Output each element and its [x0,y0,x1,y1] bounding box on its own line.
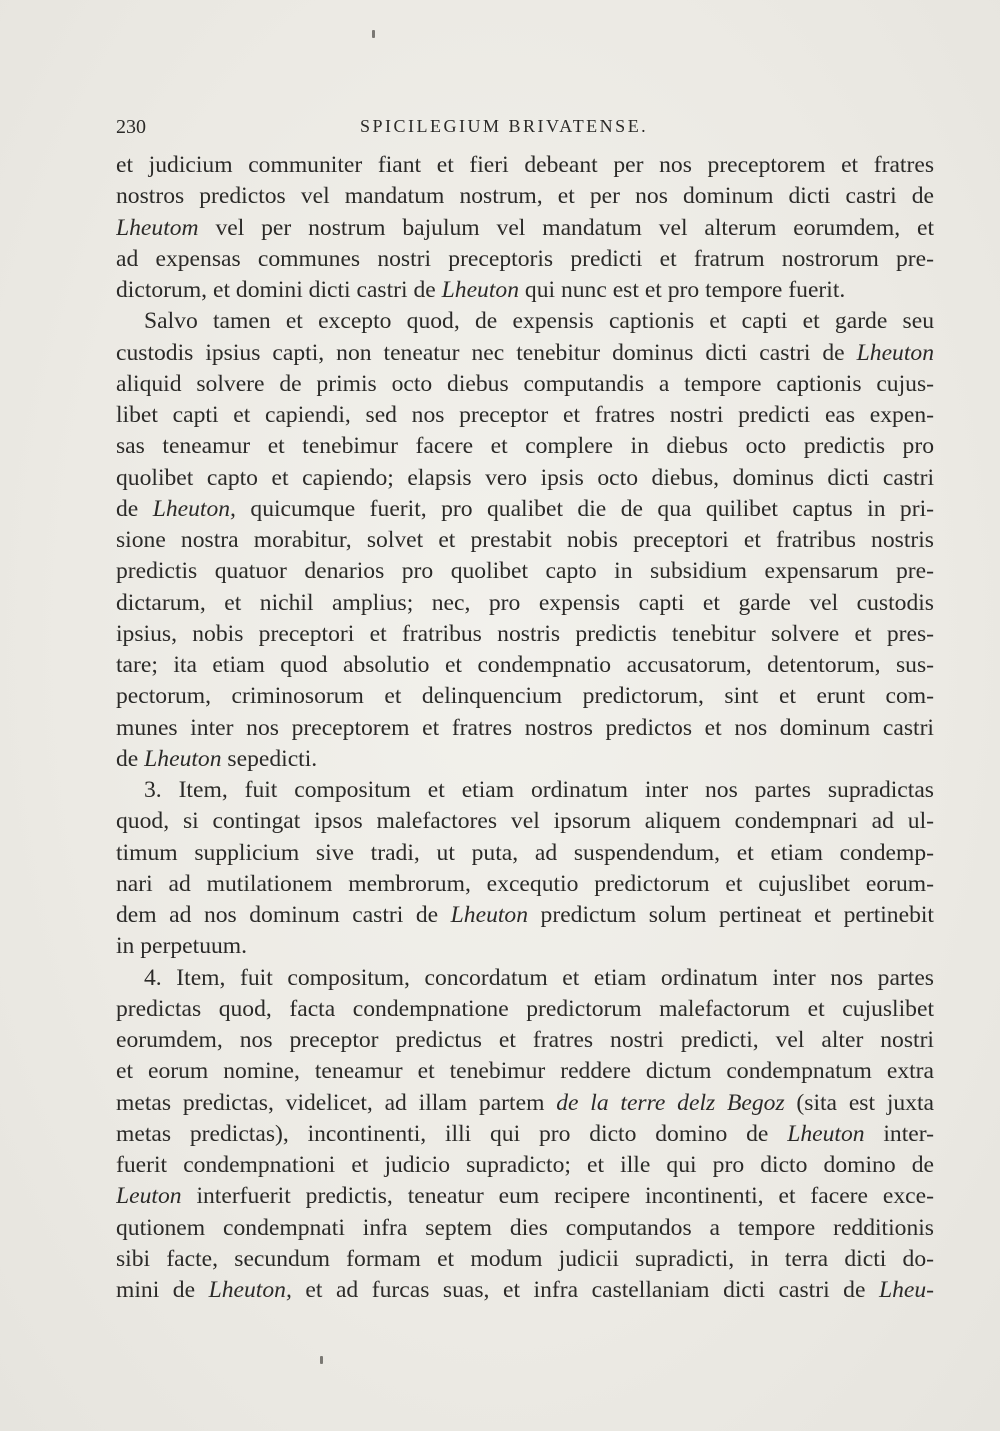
text-line [116,963,934,994]
italic-name: Lheutom [116,214,199,241]
text-line [116,244,934,275]
text-line [116,994,934,1025]
text-segment: 3. Item, fuit compositum et etiam ordinatum inter nos partes supradictas [144,777,934,803]
text-line [116,338,934,369]
text-segment: nari ad mutilationem membrorum, excequtio predictorum et cujuslibet eorum- [116,870,934,897]
italic-name: Lheuton, [208,1277,292,1303]
text-segment: tare; ita etiam quod absolutio et condempnatio accusatorum, detentorum, sus- [116,652,934,678]
text-line [116,806,934,837]
text-line [116,1181,934,1212]
text-segment: quolibet capto et capiendo; elapsis vero ipsis octo diebus, dominus dicti castri [116,464,934,491]
text-segment: in perpetuum. [116,933,248,960]
text-line [116,181,934,212]
text-segment: dem ad nos dominum castri de [116,902,451,928]
page-header [116,116,934,142]
text-segment: et ad furcas suas, et infra castellaniam dicti castri de [291,1277,879,1303]
text-segment: de [116,495,153,522]
text-line [116,556,934,587]
text-segment: 4. Item, fuit compositum, concordatum et etiam ordinatum inter nos partes [144,964,934,991]
text-line [116,275,934,306]
text-segment: fuerit condempnationi et judicio supradicto; et ille qui pro dicto domino de [116,1152,934,1178]
text-line [116,838,934,869]
text-line [116,681,934,712]
text-line [116,1025,934,1056]
text-segment: eorumdem, nos preceptor predictus et fratres nostri predicti, vel alter nostri [116,1027,934,1053]
text-segment: inter- [864,1120,934,1147]
text-segment: sepedicti. [221,745,318,772]
text-line [116,588,934,619]
text-line [116,619,934,650]
text-line [116,213,934,244]
text-segment: et judicium communiter fiant et fieri debeant per nos preceptorem et fratres [116,152,934,178]
running-title: SPICILEGIUM BRIVATENSE. [360,116,649,136]
text-line [116,306,934,337]
italic-name: Lheuton [144,745,222,772]
text-segment: custodis ipsius capti, non teneatur nec tenebitur dominus dicti castri de [116,339,857,366]
text-line [116,1275,934,1306]
text-line [116,1088,934,1119]
text-segment: aliquid solvere de primis octo diebus computandis a tempore captionis cujus- [116,370,934,397]
text-line [116,525,934,556]
italic-name: Leuton [116,1183,182,1210]
text-segment: dictorum, et domini dicti castri de [116,277,442,303]
text-segment: metas predictas, videlicet, ad illam partem [116,1089,557,1116]
text-segment: ad expensas communes nostri preceptoris predicti et fratrum nostrorum pre- [116,245,934,272]
text-segment: vel per nostrum bajulum vel mandatum vel alterum eorumdem, et [198,214,934,241]
text-segment: quicumque fuerit, pro qualibet die de qua quilibet captus in pri- [235,495,934,522]
text-segment: (sita est juxta [784,1089,934,1116]
italic-name: de la terre delz Begoz [556,1089,785,1116]
text-line [116,400,934,431]
text-segment: predictum solum pertineat et pertinebit [528,902,934,928]
text-line [116,650,934,681]
text-segment: nostros predictos vel mandatum nostrum, et per nos dominum dicti castri de [116,183,934,210]
text-segment: predictis quatuor denarios pro quolibet capto in subsidium expensarum pre- [116,558,934,585]
text-segment: mini de [116,1277,209,1303]
text-line [116,369,934,400]
text-line [116,1150,934,1181]
page-number: 230 [116,116,146,138]
text-line [116,1244,934,1275]
italic-name: Lheuton, [152,495,236,522]
text-line [116,1056,934,1087]
text-line [116,494,934,525]
italic-name: Lheuton [441,277,519,303]
text-line [116,775,934,806]
ink-speck [372,30,375,38]
text-line [116,1119,934,1150]
text-line [116,869,934,900]
text-line [116,713,934,744]
text-segment: libet capti et capiendi, sed nos preceptor et fratres nostri predicti eas expen- [116,402,934,428]
text-segment: Salvo tamen et excepto quod, de expensis captionis et capti et garde seu [144,308,934,335]
text-segment: de [116,745,145,772]
text-line [116,900,934,931]
text-segment: timum supplicium sive tradi, ut puta, ad suspendendum, et etiam condemp- [116,839,934,866]
text-segment: interfuerit predictis, teneatur eum recipere incontinenti, et facere exce- [181,1183,934,1210]
text-segment: sione nostra morabitur, solvet et prestabit nobis preceptori et fratribus nostris [116,527,934,553]
text-segment: pectorum, criminosorum et delinquencium predictorum, sint et erunt com- [116,683,934,710]
text-line [116,463,934,494]
text-segment: metas predictas), incontinenti, illi qui pro dicto domino de [116,1120,788,1147]
text-line [116,431,934,462]
text-segment: dictarum, et nichil amplius; nec, pro expensis capti et garde vel custodis [116,589,934,616]
text-line [116,1213,934,1244]
text-segment: et eorum nomine, teneamur et tenebimur reddere dictum condempnatum extra [116,1058,934,1085]
text-segment: ipsius, nobis preceptori et fratribus nostris predictis tenebitur solvere et pres- [116,620,934,647]
text-segment: sibi facte, secundum formam et modum judicii supradicti, in terra dicti do- [116,1245,934,1272]
text-segment: munes inter nos preceptorem et fratres nostros predictos et nos dominum castri [116,714,934,741]
italic-name: Lheuton [856,339,934,366]
italic-name: Lheuton [450,902,529,928]
text-segment: sas teneamur et tenebimur facere et complere in diebus octo predictis pro [116,433,934,460]
italic-name: Lheu- [878,1277,934,1303]
text-line [116,931,934,962]
text-line [116,744,934,775]
text-line [116,150,934,181]
body-text [116,150,934,1306]
text-segment: qui nunc est et pro tempore fuerit. [519,277,846,303]
text-segment: predictas quod, facta condempnatione predictorum malefactorum et cujuslibet [116,995,934,1022]
text-segment: qutionem condempnati infra septem dies computandos a tempore redditionis [116,1214,934,1241]
text-segment: quod, si contingat ipsos malefactores vel ipsorum aliquem condempnari ad ul- [116,808,934,835]
italic-name: Lheuton [787,1120,865,1147]
ink-speck [320,1356,323,1364]
